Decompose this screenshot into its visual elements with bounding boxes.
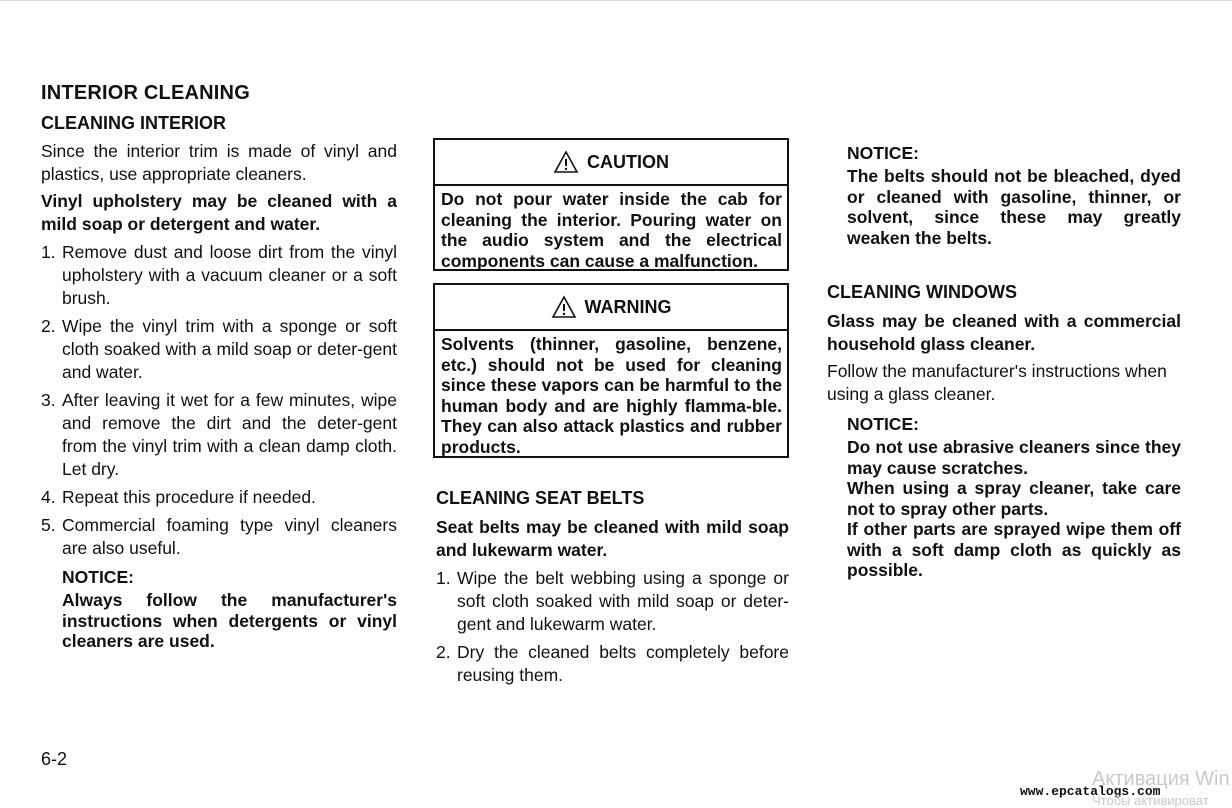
warning-title: WARNING — [584, 296, 672, 317]
caution-header — [435, 140, 787, 186]
caution-box — [433, 138, 789, 271]
interior-intro: Since the interior trim is made of vinyl and plastics, use appropriate cleaners. — [41, 141, 397, 184]
step-number: 3. — [41, 390, 56, 410]
section-title: INTERIOR CLEANING — [41, 82, 250, 104]
notice-belts-text: The belts should not be bleached, dyed or cleaned with gasoline, thinner, or solvent, since these may greatly weaken the belts. — [847, 166, 1181, 248]
activation-watermark-sub: Чтобы активироват — [1092, 793, 1209, 808]
step-text: Remove dust and loose dirt from the vinyl upholstery with a vacuum cleaner or a soft brush. — [62, 242, 397, 308]
list-item — [41, 389, 397, 481]
notice-line: When using a spray cleaner, take care not to spray other parts. — [847, 478, 1181, 519]
step-number: 5. — [41, 515, 56, 535]
warning-box — [433, 283, 789, 458]
warning-triangle-icon — [553, 150, 579, 174]
list-item — [41, 241, 397, 310]
list-item — [436, 567, 789, 636]
notice-title: NOTICE: — [847, 143, 919, 163]
page-top-border — [0, 0, 1232, 1]
interior-bold-intro: Vinyl upholstery may be cleaned with a mild soap or detergent and water. — [41, 191, 397, 234]
caution-title: CAUTION — [587, 151, 669, 172]
step-text: Repeat this procedure if needed. — [62, 487, 316, 507]
list-item — [41, 514, 397, 560]
notice-line: Do not use abrasive cleaners since they may cause scratches. — [847, 437, 1181, 478]
step-number: 4. — [41, 487, 56, 507]
activation-watermark: Активация Win — [1092, 768, 1230, 790]
heading-cleaning-interior: CLEANING INTERIOR — [41, 113, 227, 133]
warning-triangle-icon — [551, 295, 577, 319]
step-number: 1. — [41, 242, 56, 262]
seat-belts-bold-intro: Seat belts may be cleaned with mild soap and lukewarm water. — [436, 517, 789, 560]
heading-cleaning-windows: CLEANING WINDOWS — [827, 282, 1017, 302]
page-number: 6-2 — [41, 749, 68, 769]
caution-text: Do not pour water inside the cab for cleaning the interior. Pouring water on the audio system and the electrical components can cause a malfunction. — [441, 189, 782, 271]
step-number: 2. — [41, 316, 56, 336]
notice-title: NOTICE: — [62, 567, 134, 587]
notice-text: Always follow the manufacturer's instructions when detergents or vinyl cleaners are used. — [62, 590, 397, 651]
step-text: Wipe the belt webbing using a sponge or soft cloth soaked with mild soap or deter-gent and lukewarm water. — [457, 568, 789, 634]
step-text: Dry the cleaned belts completely before reusing them. — [457, 642, 789, 685]
list-item — [41, 486, 397, 509]
notice-title: NOTICE: — [847, 414, 919, 434]
seat-belt-steps — [436, 567, 789, 692]
site-url: www.epcatalogs.com — [1020, 784, 1161, 799]
warning-header — [435, 285, 787, 331]
heading-cleaning-seat-belts: CLEANING SEAT BELTS — [436, 488, 645, 508]
windows-bold-intro: Glass may be cleaned with a commercial household glass cleaner. — [827, 311, 1181, 354]
step-text: Commercial foaming type vinyl cleaners are also useful. — [62, 515, 397, 558]
notice-windows-text — [847, 437, 1181, 581]
list-item — [436, 641, 789, 687]
step-number: 1. — [436, 568, 451, 588]
step-text: After leaving it wet for a few minutes, wipe and remove the dirt and the deter-gent from the vinyl trim with a clean damp cloth. Let dry. — [62, 390, 397, 479]
step-text: Wipe the vinyl trim with a sponge or soft cloth soaked with a mild soap or deter-gent and water. — [62, 316, 397, 382]
notice-line: If other parts are sprayed wipe them off with a soft damp cloth as quickly as possible. — [847, 519, 1181, 580]
windows-intro: Follow the manufacturer's instructions when using a glass cleaner. — [827, 361, 1167, 404]
interior-steps — [41, 241, 397, 565]
list-item — [41, 315, 397, 384]
step-number: 2. — [436, 642, 451, 662]
warning-text: Solvents (thinner, gasoline, benzene, etc.) should not be used for cleaning since these vapors can be harmful to the human body and are highly flamma-ble. They can also attack plastics and rubber products. — [441, 334, 782, 457]
